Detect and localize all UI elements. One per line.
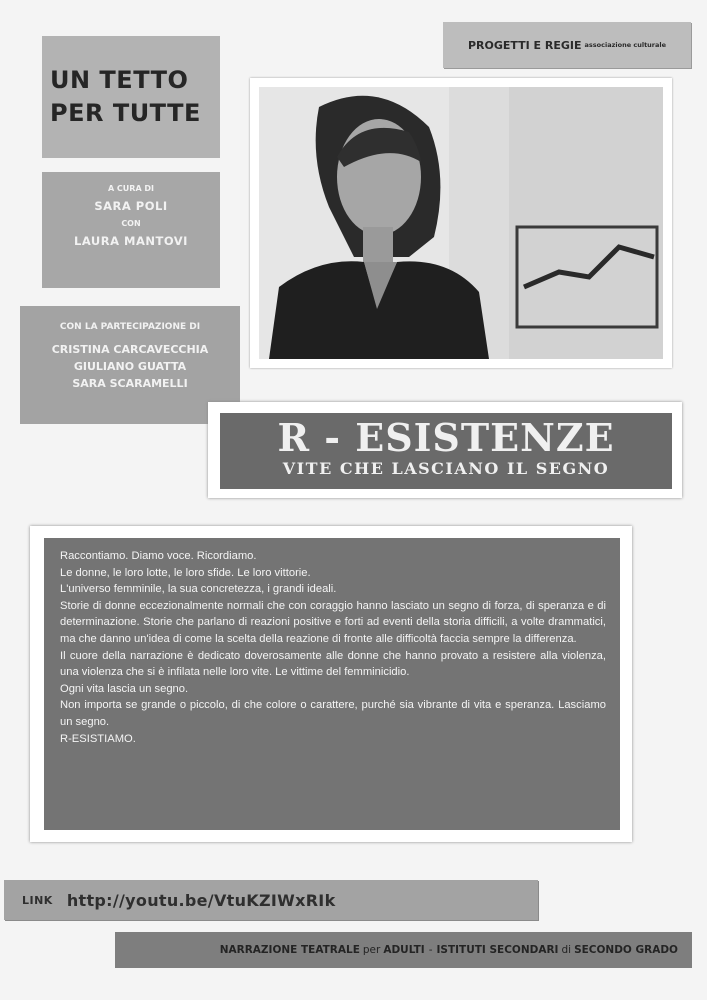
footer-box bbox=[115, 932, 692, 968]
show-subtitle: VITE CHE LASCIANO IL SEGNO bbox=[282, 459, 610, 478]
description-paragraph: R-ESISTIAMO. bbox=[60, 732, 136, 745]
title-line-2: PER TUTTE bbox=[50, 99, 201, 127]
footer-part-4: SECONDO GRADO bbox=[574, 944, 678, 956]
participant-name: CRISTINA CARCAVECCHIA bbox=[51, 343, 209, 356]
link-label: LINK bbox=[22, 893, 53, 907]
curator-name: SARA POLI bbox=[94, 199, 168, 213]
description-paragraph: L'universo femminile, la sua concretezza, i grandi ideali. bbox=[60, 583, 337, 596]
footer-of: di bbox=[561, 944, 572, 956]
curated-by-label: A CURA DI bbox=[107, 184, 155, 193]
footer-part-3: ISTITUTI SECONDARI bbox=[436, 944, 559, 956]
participation-box bbox=[20, 306, 240, 424]
title-line-1: UN TETTO bbox=[50, 66, 189, 94]
footer-part-1: NARRAZIONE TEATRALE bbox=[219, 944, 360, 956]
footer-part-2: ADULTI bbox=[383, 944, 425, 956]
association-type: associazione culturale bbox=[584, 41, 667, 49]
participant-name: SARA SCARAMELLI bbox=[72, 377, 188, 390]
footer-for: per bbox=[362, 944, 381, 956]
description-paragraph: Le donne, le loro lotte, le loro sfide. Le loro vittorie. bbox=[60, 566, 311, 579]
description-block bbox=[44, 538, 620, 830]
description-paragraph: Ogni vita lascia un segno. bbox=[60, 682, 189, 695]
association-box bbox=[443, 22, 691, 68]
description-paragraph: Raccontiamo. Diamo voce. Ricordiamo. bbox=[60, 550, 257, 562]
description-paragraph: Il cuore della narrazione è dedicato doverosamente alle donne che hanno provato a resistere alla violenza, una violenza che si è infilata nelle loro vite. Le vittime del femminicidio. bbox=[60, 649, 606, 679]
footer-separator: - bbox=[428, 944, 433, 956]
participant-name: GIULIANO GUATTA bbox=[73, 360, 187, 373]
portrait-photo bbox=[250, 78, 672, 368]
portrait-image bbox=[259, 87, 663, 359]
association-name: PROGETTI E REGIE bbox=[467, 38, 582, 52]
banner bbox=[220, 413, 672, 489]
description-paragraph: Non importa se grande o piccolo, di che colore o carattere, purché sia vibrante di vita e speranza. Lasciamo un segno. bbox=[60, 699, 606, 728]
credits-box bbox=[42, 172, 220, 288]
title-box bbox=[42, 36, 220, 158]
with-label: CON bbox=[121, 219, 141, 228]
description-paragraph: Storie di donne eccezionalmente normali che con coraggio hanno lasciato un segno di forza, di speranza e di determinazione. Storie che parlano di reazioni positive e forti ad eventi della storia difficili, a volte drammatici, ma che danno un'idea di come la scelta della reazione di fronte alle difficoltà faccia sempre la differenza. bbox=[60, 599, 606, 645]
co-curator-name: LAURA MANTOVI bbox=[74, 234, 188, 248]
participation-label: CON LA PARTECIPAZIONE DI bbox=[59, 322, 201, 332]
show-title: R - ESISTENZE bbox=[277, 415, 615, 460]
video-link[interactable]: http://youtu.be/VtuKZIWxRIk bbox=[66, 890, 336, 910]
link-box bbox=[4, 880, 538, 920]
